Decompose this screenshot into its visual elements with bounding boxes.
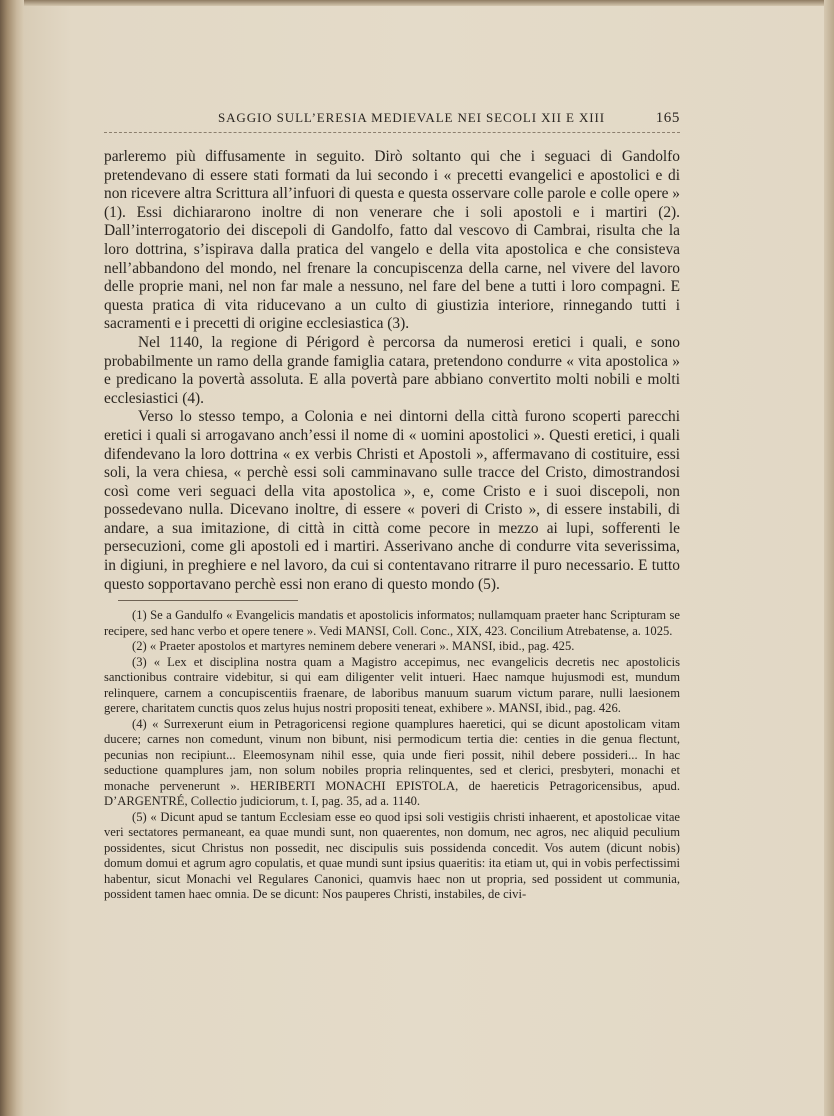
book-binding-edge	[0, 0, 24, 1116]
footnote-3: (3) « Lex et disciplina nostra quam a Magistro accepimus, nec evangelicis decretis nec apostolicis sanctionibus contraire videbitur, si qui eam diligenter velit intueri. Haec namque hujusmodi est, mundum relinquere, carnem a concupiscentiis fraenare, de laboribus manuum suarum victum parare, nulli laesionem gerere, charitatem cunctis quos zelus hujus nostri propositi teneat, exhibere ». MANSI, ibid., pag. 426.	[104, 654, 680, 715]
footnote-rule	[118, 600, 298, 601]
footnote-1: (1) Se a Gandulfo « Evangelicis mandatis et apostolicis informatos; nullamquam praeter hanc Scripturam se recipere, sed hanc verbo et opere tenere ». Vedi MANSI, Coll. Conc., XIX, 423. Concilium Atrebatense, a. 1025.	[104, 608, 680, 638]
main-text	[104, 148, 680, 594]
footnote-4: (4) « Surrexerunt eium in Petragoricensi regione quamplures haeretici, qui se dicunt apostolicam vitam ducere; carnes non comedunt, vinum non bibunt, nisi permodicum tertia die: centies in die genua flectunt, pecunias non recipiunt... Eleemosynam nihil esse, quia unde fieri possit, nihil debere possideri... In hac seductione quamplures jam, non solum nobiles propria relinquentes, sed et clerici, presbyteri, monachi et monache pervenerunt ». HERIBERTI MONACHI EPISTOLA, de haereticis Petragoricensibus, apud. D’ARGENTRÉ, Collectio judiciorum, t. I, pag. 35, ad a. 1140.	[104, 716, 680, 808]
running-header	[218, 110, 680, 127]
page-right-edge	[824, 0, 834, 1116]
paragraph-3: Verso lo stesso tempo, a Colonia e nei dintorni della città furono scoperti parecchi eretici i quali si arrogavano anch’essi il nome di « uomini apostolici ». Questi eretici, i quali difendevano la loro dottrina « ex verbis Christi et Apostoli », affermavano di costituire, essi soli, la vera chiesa, « perchè essi soli camminavano sulle tracce del Cristo, dimostrandosi così come veri seguaci della vita apostolica », e, come Cristo e i suoi discepoli, non possedevano nulla. Dicevano inoltre, di essere « poveri di Cristo », di essere instabili, di andare, a sua imitazione, di città in città come pecore in mezzo ai lupi, sofferenti le persecuzioni, come gli apostoli ed i martiri. Asserivano anche di condurre vita severissima, in digiuni, in preghiere e nel lavoro, da cui si contentavano ritrarre il puro necessario. E tutto questo sopportavano perchè essi non erano di questo mondo (5).	[104, 408, 680, 593]
paragraph-1: parleremo più diffusamente in seguito. Dirò soltanto qui che i seguaci di Gandolfo pretendevano di essere stati formati da lui secondo i « precetti evangelici e apostolici e di non ricevere altra Scrittura all’infuori di questa e questa osservare colle parole e colle opere » (1). Essi dichiararono inoltre di non venerare che i soli apostoli e i martiri (2). Dall’interrogatorio dei discepoli di Gandolfo, fatto dal vescovo di Cambrai, risulta che la loro dottrina, s’ispirava dalla pratica del vangelo e della vita apostolica e che consisteva nell’abbandono del mondo, nel frenare la concupiscenza della carne, nel vivere del lavoro delle proprie mani, nel non far male a nessuno, nel fare del bene a tutti i loro compagni. E questa pratica di vita riducevano a un culto di giustizia interiore, rinnegando tutti i sacramenti e i precetti di origine ecclesiastica (3).	[104, 148, 680, 333]
running-title: SAGGIO SULL’ERESIA MEDIEVALE NEI SECOLI XII E XIII	[218, 110, 605, 125]
footnotes	[104, 608, 680, 903]
paragraph-2: Nel 1140, la regione di Périgord è percorsa da numerosi eretici i quali, e sono probabilmente un ramo della grande famiglia catara, pretendono condurre « vita apostolica » e predicano la povertà assoluta. E alla povertà pare abbiano convertito molti nobili e molti ecclesiastici (4).	[104, 333, 680, 407]
footnote-2: (2) « Praeter apostolos et martyres neminem debere venerari ». MANSI, ibid., pag. 425.	[132, 639, 575, 653]
footnote-5: (5) « Dicunt apud se tantum Ecclesiam esse eo quod ipsi soli vestigiis christi inhaerent, et apostolicae vitae veri sectatores permaneant, ea quae mundi sunt, non quaerentes, non domum, nec agros, nec aliquid peculium possidentes, sicut Christus non possedit, nec discipulis suis possidenda concedit. Vos autem (dicunt nobis) domum domui et agrum agro copulatis, et quae mundi sunt ipsius quaeritis: ita etiam ut, qui in vobis perfectissimi habentur, sicut Monachi vel Regulares Canonici, quamvis haec non ut propria, sed possident ut communia, possident tamen haec omnia. De se dicunt: Nos pauperes Christi, instabiles, de civi-	[104, 809, 680, 901]
page-number: 165	[655, 110, 680, 126]
header-rule	[104, 132, 680, 133]
